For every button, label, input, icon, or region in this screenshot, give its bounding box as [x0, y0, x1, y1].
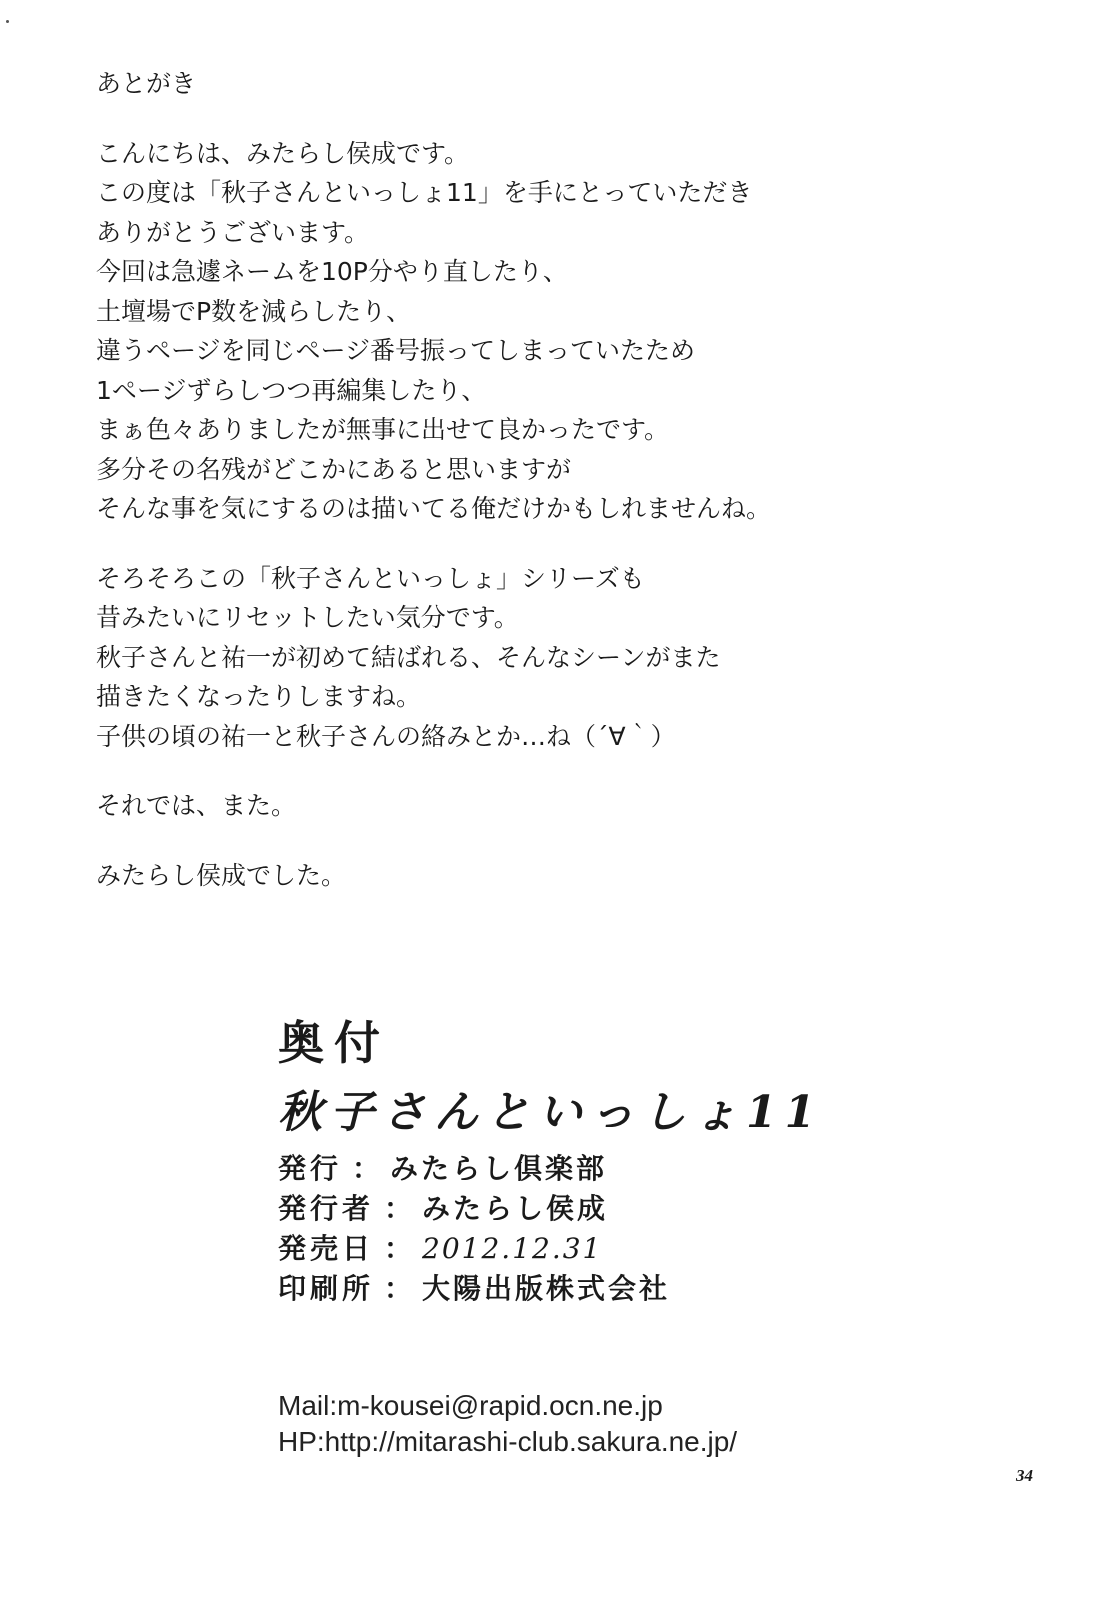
afterword-section [96, 64, 996, 895]
paragraph-gap [96, 756, 996, 786]
afterword-line: この度は「秋子さんといっしょ11」を手にとっていただき [96, 178, 753, 207]
afterword-line: 描きたくなったりしますね。 [96, 682, 422, 711]
afterword-line: 子供の頃の祐一と秋子さんの絡みとか…ね（´∀｀） [96, 721, 676, 751]
printer-value: 大陽出版株式会社 [422, 1272, 671, 1305]
afterword-line: こんにちは、みたらし侯成です。 [96, 138, 470, 168]
book-title: 秋子さんといっしょ11 [278, 1087, 824, 1138]
colophon-section [278, 1015, 978, 1309]
afterword-line: 今回は急遽ネームを10P分やり直したり、 [96, 257, 568, 286]
afterword-line: それでは、また。 [96, 791, 297, 820]
contact-section [278, 1388, 737, 1460]
separator: ： [384, 1232, 413, 1265]
release-date-row [278, 1229, 978, 1269]
paragraph-gap [96, 104, 996, 134]
afterword-line: そろそろこの「秋子さんといっしょ」シリーズも [96, 563, 645, 593]
separator: ： [384, 1192, 413, 1225]
publisher-value: みたらし倶楽部 [390, 1152, 608, 1185]
colophon-heading: 奥付 [278, 1016, 390, 1070]
afterword-line: 秋子さんと祐一が初めて結ばれる、そんなシーンがまた [96, 642, 721, 672]
publisher-person-label: 発行者 [278, 1192, 375, 1225]
afterword-title: あとがき [96, 69, 197, 98]
afterword-line: 多分その名残がどこかにあると思いますが [96, 454, 572, 484]
afterword-signoff: みたらし侯成でした。 [96, 860, 347, 890]
contact-homepage: HP:http://mitarashi-club.sakura.ne.jp/ [278, 1426, 738, 1457]
publisher-row [278, 1149, 978, 1189]
publisher-person-value: みたらし侯成 [422, 1192, 609, 1225]
publisher-person-row [278, 1189, 978, 1229]
afterword-line: 違うページを同じページ番号振ってしまっていたため [96, 336, 696, 365]
paragraph-gap [96, 529, 996, 559]
paragraph-gap [96, 826, 996, 856]
contact-mail: Mail:m-kousei@rapid.ocn.ne.jp [278, 1390, 663, 1421]
printer-row [278, 1269, 978, 1309]
afterword-line: ありがとうございます。 [96, 217, 370, 247]
afterword-line: そんな事を気にするのは描いてる俺だけかもしれませんね。 [96, 494, 772, 523]
release-date-label: 発売日 [278, 1232, 375, 1265]
page-number: 34 [1016, 1466, 1033, 1485]
afterword-line: 昔みたいにリセットしたい気分です。 [96, 603, 519, 632]
printer-label: 印刷所 [278, 1272, 375, 1305]
release-date-value: 2012.12.31 [422, 1232, 603, 1265]
publisher-label: 発行 [278, 1152, 343, 1185]
separator: ： [352, 1152, 381, 1185]
afterword-line: 土壇場でP数を減らしたり、 [96, 296, 412, 326]
afterword-line: 1ページずらしつつ再編集したり、 [96, 375, 487, 405]
separator: ： [384, 1272, 413, 1305]
afterword-line: まぁ色々ありましたが無事に出せて良かったです。 [96, 415, 670, 444]
scan-speck [6, 20, 9, 23]
